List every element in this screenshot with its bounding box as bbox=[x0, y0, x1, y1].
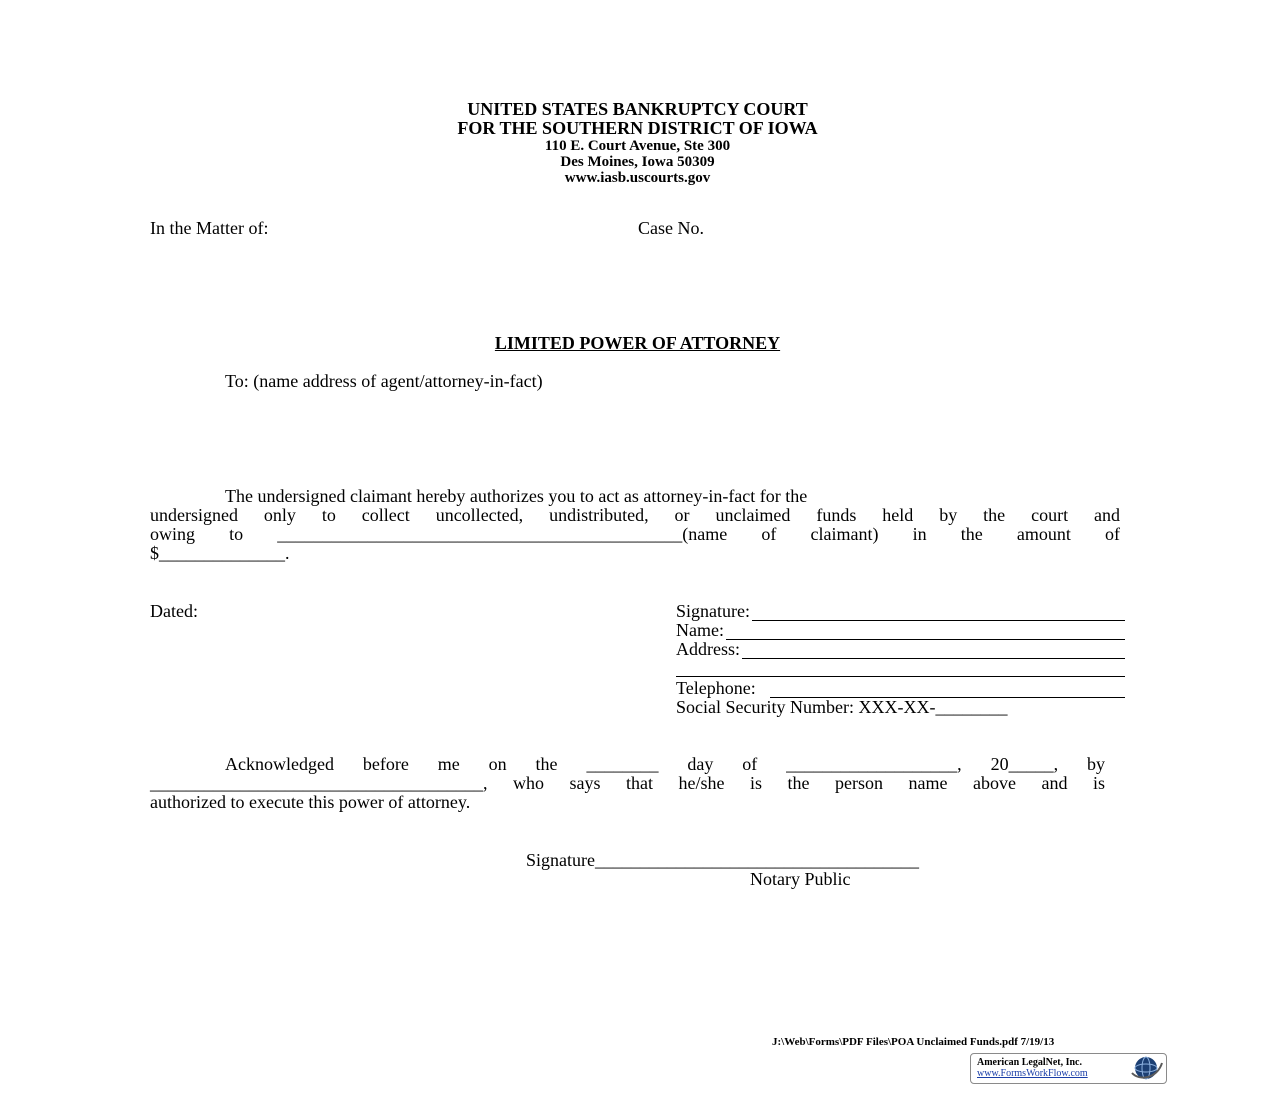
acknowledgment-line-2: _____________________________________, who says that he/she is the person name above and is bbox=[150, 773, 1105, 793]
name-label: Name: bbox=[676, 620, 724, 640]
authorization-line-4: $______________. bbox=[150, 543, 290, 563]
court-address-city: Des Moines, Iowa 50309 bbox=[560, 154, 715, 170]
agent-to-line: To: (name address of agent/attorney-in-fact) bbox=[225, 371, 543, 391]
signature-label: Signature: bbox=[676, 601, 750, 621]
authorization-line-1: The undersigned claimant hereby authorizes you to act as attorney-in-fact for the bbox=[225, 486, 808, 506]
name-field[interactable] bbox=[676, 621, 1125, 640]
case-number-label: Case No. bbox=[638, 218, 704, 238]
address-label: Address: bbox=[676, 639, 740, 659]
name-line bbox=[726, 624, 1125, 640]
court-address-street: 110 E. Court Avenue, Ste 300 bbox=[544, 138, 731, 154]
acknowledgment-line-1: Acknowledged before me on the ________ day of ___________________, 20_____, by bbox=[225, 754, 1105, 774]
telephone-label: Telephone: bbox=[676, 678, 756, 698]
authorization-line-2: undersigned only to collect uncollected, undistributed, or unclaimed funds held by the court and bbox=[150, 505, 1120, 525]
file-path-footer: J:\Web\Forms\PDF Files\POA Unclaimed Funds.pdf 7/19/13 bbox=[772, 1036, 1055, 1048]
signature-line bbox=[752, 605, 1125, 621]
court-website: www.iasb.uscourts.gov bbox=[564, 170, 711, 186]
globe-icon bbox=[1129, 1055, 1163, 1081]
signature-field[interactable] bbox=[676, 602, 1125, 621]
forms-workflow-logo[interactable] bbox=[970, 1053, 1167, 1084]
court-district: FOR THE SOUTHERN DISTRICT OF IOWA bbox=[457, 118, 818, 138]
acknowledgment-line-3: authorized to execute this power of attorney. bbox=[150, 792, 471, 812]
dated-label: Dated: bbox=[150, 601, 198, 621]
matter-label: In the Matter of: bbox=[150, 218, 269, 238]
brand-url-link[interactable]: www.FormsWorkFlow.com bbox=[977, 1068, 1088, 1079]
acknowledgment-paragraph bbox=[150, 755, 1105, 812]
brand-name: American LegalNet, Inc. bbox=[977, 1057, 1082, 1068]
document-title: LIMITED POWER OF ATTORNEY bbox=[494, 333, 781, 353]
notary-public-caption: Notary Public bbox=[750, 869, 851, 889]
ssn-label: Social Security Number: XXX-XX-________ bbox=[676, 697, 1008, 717]
notary-signature-line[interactable]: Signature____________________________________ bbox=[526, 850, 919, 870]
authorization-line-3: owing to _____________________________________________(name of claimant) in the amount of bbox=[150, 524, 1120, 544]
court-name: UNITED STATES BANKRUPTCY COURT bbox=[467, 99, 808, 119]
address-line bbox=[742, 643, 1125, 659]
telephone-line bbox=[770, 682, 1125, 698]
telephone-field[interactable] bbox=[676, 679, 1125, 698]
ssn-field[interactable] bbox=[676, 698, 1125, 717]
address-line-2[interactable] bbox=[676, 676, 1125, 677]
authorization-paragraph bbox=[150, 487, 1120, 563]
address-field[interactable] bbox=[676, 640, 1125, 659]
